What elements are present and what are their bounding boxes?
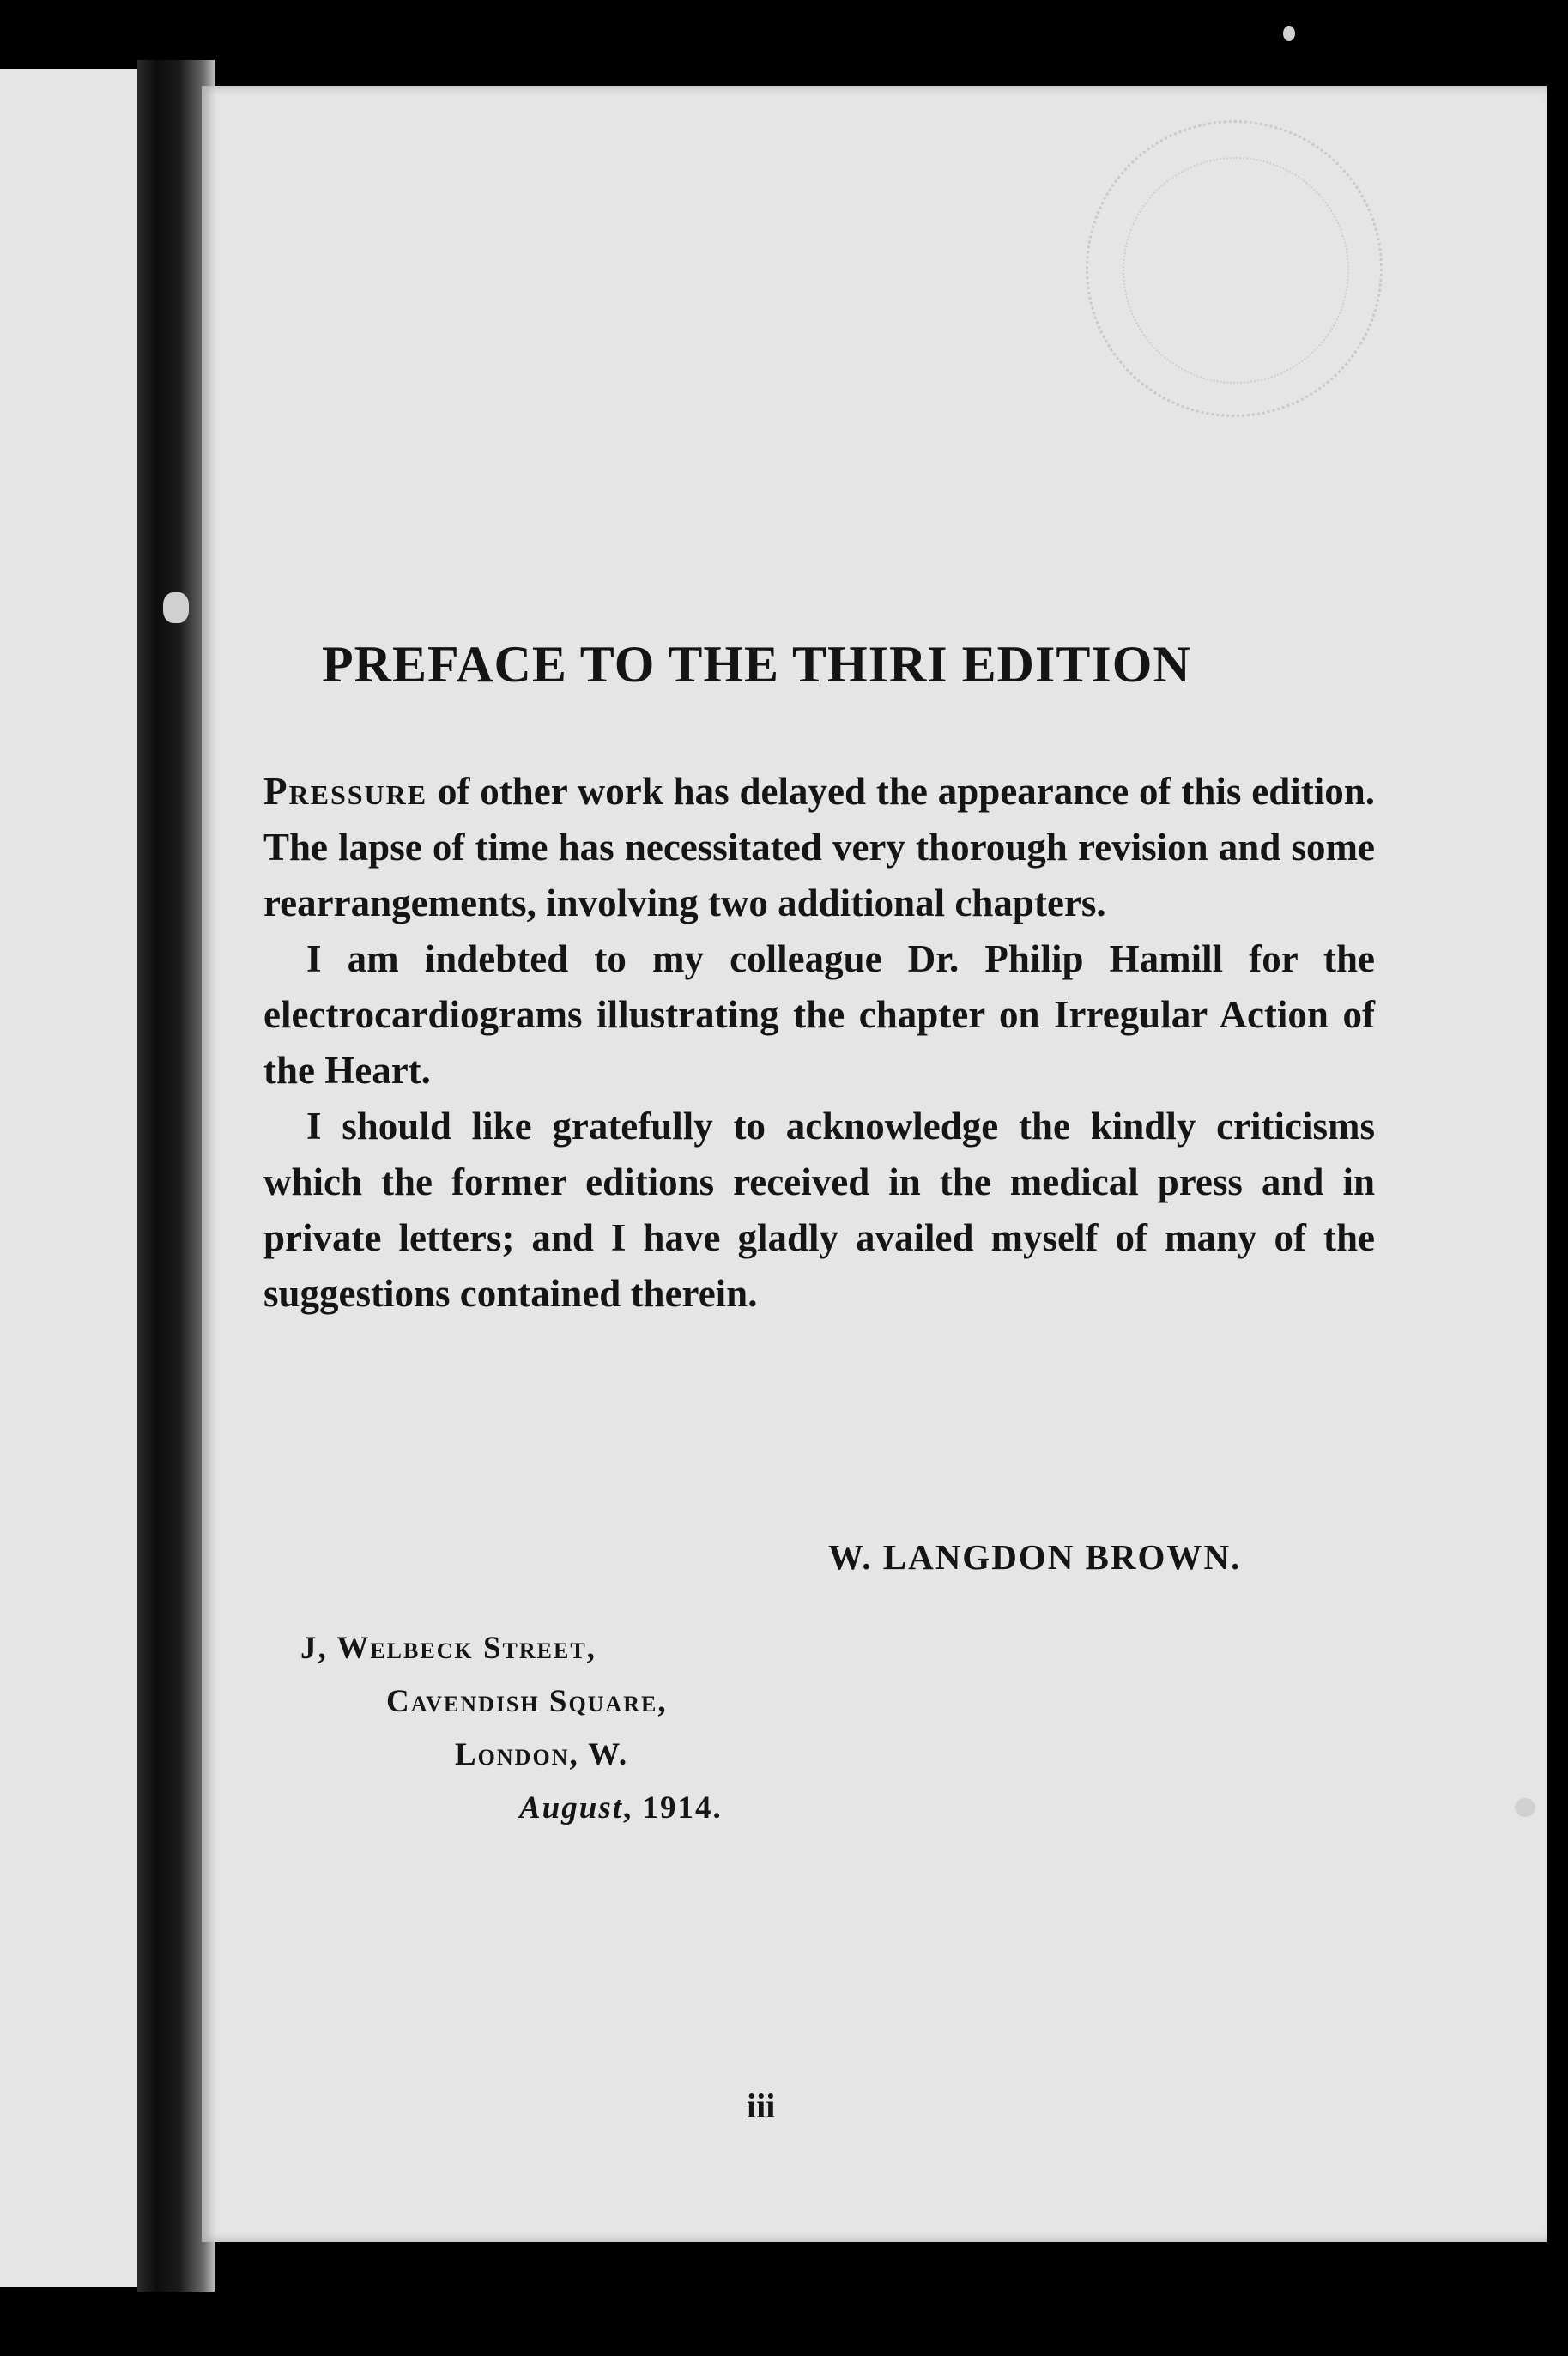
scan-speck: [1515, 1798, 1535, 1817]
address-line-1: J, Welbeck Street,: [300, 1631, 596, 1666]
address-date: [519, 1782, 723, 1835]
page-number: iii: [747, 2086, 776, 2125]
scan-speck: [1283, 26, 1295, 41]
paragraph-1: [263, 764, 1375, 931]
author-address: [300, 1622, 723, 1835]
author-signature: W. LANGDON BROWN.: [828, 1537, 1242, 1577]
preface-body: [263, 764, 1375, 1322]
address-year: , 1914.: [623, 1790, 723, 1826]
address-line-3: London, W.: [455, 1737, 629, 1772]
book-page: [202, 86, 1547, 2242]
page-title: PREFACE TO THE THIRI EDITION: [322, 636, 1191, 693]
facing-page-edge: [0, 69, 154, 2287]
address-month: August: [519, 1790, 624, 1826]
library-stamp: [1086, 120, 1383, 417]
scan-speck: [163, 592, 189, 623]
lead-word: Pressure: [263, 770, 428, 813]
address-line-2: Cavendish Square,: [386, 1684, 668, 1719]
library-stamp-ring: [1123, 157, 1349, 384]
paragraph-2: I am indebted to my colleague Dr. Philip Hamill for the electrocardiograms illustrating the chapter on Irregular Action of the Heart.: [263, 937, 1375, 1092]
paragraph-1-text: of other work has delayed the appearance of this edition. The lapse of time has necessitated very thorough revision and some rearrangements, involving two additional chapters.: [263, 770, 1375, 924]
paragraph-3: I should like gratefully to acknowledge the kindly criticisms which the former editions received in the medical press and in private letters; and I have gladly availed myself of many of the suggestions contained therein.: [263, 1105, 1375, 1315]
